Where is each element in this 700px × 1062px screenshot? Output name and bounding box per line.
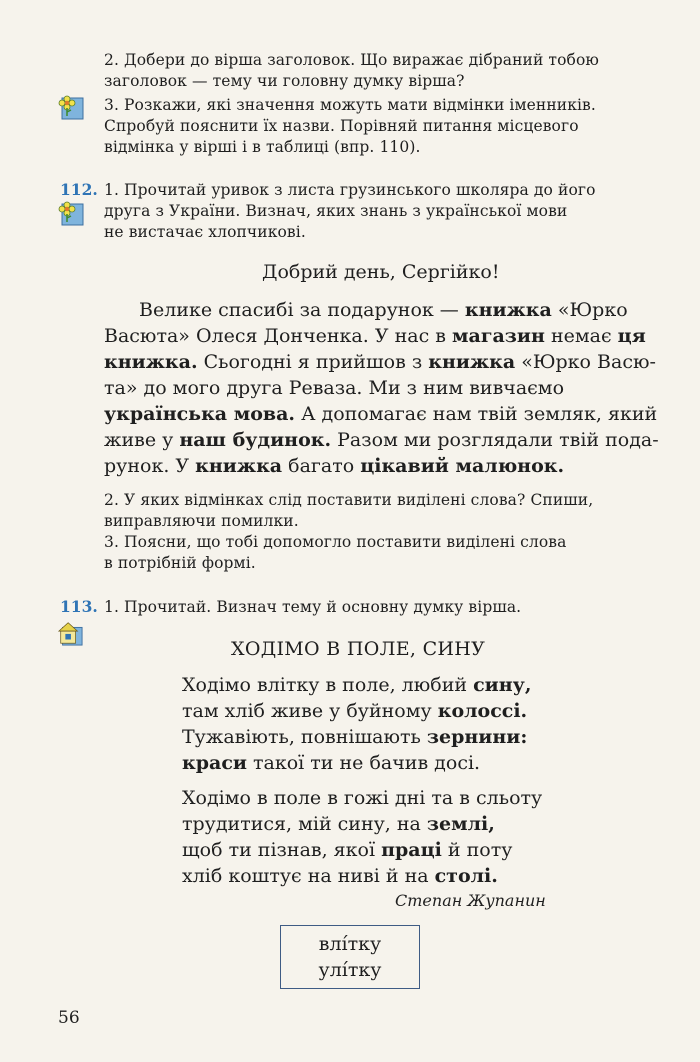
ex111-item3: 3. Розкажи, які значення можуть мати відмінки іменників. Спробуй пояснити їх назви. Порівняй питання місцевого відмінка у вірші і в таблиці (впр. 110).	[104, 96, 596, 156]
letter-body	[104, 297, 670, 479]
flower-task-icon	[58, 94, 84, 120]
letter-line: Васюта» Олеся Донченка. У нас в магазин немає ця	[104, 325, 646, 347]
poem-author: Степан Жупанин	[395, 891, 546, 910]
ex112-task2: 2. У яких відмінках слід поставити виділені слова? Спиши, виправляючи помилки.	[104, 491, 594, 530]
poem-line: Ходімо в поле в гожі дні та в сльоту	[182, 787, 543, 809]
poem-line: Ходімо влітку в поле, любий сину,	[182, 674, 532, 696]
poem-line: краси такої ти не бачив досі.	[182, 752, 481, 774]
letter-line: та» до мого друга Реваза. Ми з ним вивчаємо	[104, 377, 565, 399]
ex112-task1: 1. Прочитай уривок з листа грузинського школяра до його друга з України. Визнач, яких знань з української мови не вистачає хлопчикові.	[104, 181, 596, 241]
ex113-task1: 1. Прочитай. Визнач тему й основну думку вірша.	[104, 598, 522, 616]
poem-title: ХОДІМО В ПОЛЕ, СИНУ	[231, 638, 486, 660]
exercise-number-112: 112.	[60, 180, 98, 199]
letter-line: українська мова. А допомагає нам твій земляк, який	[104, 403, 658, 425]
letter-line: книжка. Сьогодні я прийшов з книжка «Юрко Васю-	[104, 351, 656, 373]
letter-greeting: Добрий день, Сергійко!	[262, 261, 500, 283]
house-icon	[57, 620, 83, 646]
poem-stanza-1	[182, 672, 531, 776]
poem-line: там хліб живе у буйному колоссі.	[182, 700, 528, 722]
exercise-number-113: 113.	[60, 597, 98, 616]
spelling-box: влíтку улíтку	[280, 925, 420, 989]
poem-line: хліб коштує на ниві й на столі.	[182, 865, 498, 887]
poem-line: трудитися, мій сину, на землі,	[182, 813, 495, 835]
poem-stanza-2	[182, 785, 542, 889]
ex111-item2: 2. Добери до вірша заголовок. Що виражає дібраний тобою заголовок — тему чи головну думку вірша?	[104, 51, 599, 90]
poem-line: щоб ти пізнав, якої праці й поту	[182, 839, 513, 861]
letter-line: рунок. У книжка багато цікавий малюнок.	[104, 455, 565, 477]
page-number: 56	[58, 1008, 80, 1028]
ex112-task3: 3. Поясни, що тобі допомогло поставити виділені слова в потрібній формі.	[104, 533, 567, 572]
letter-line: живе у наш будинок. Разом ми розглядали твій пода-	[104, 429, 659, 451]
flower-task-icon	[58, 200, 84, 226]
letter-line: Велике спасибі за подарунок — книжка «Юрко	[139, 299, 628, 321]
poem-line: Тужавіють, повнішають зернини:	[182, 726, 528, 748]
